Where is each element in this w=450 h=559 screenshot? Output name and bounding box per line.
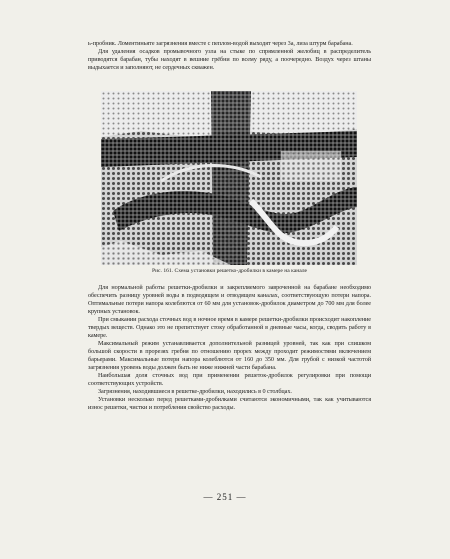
figure-caption: Рис. 161. Схема установки решетко-дробилки в камере на канале: [151, 268, 308, 274]
paragraph: Максимальный режим устанавливается дополнительной разницей уровней, так как при слишком большой скорости в прорезях гребня по отношению прорех между проходит режимостями включением барьерами. Максимальные потери напора колеблются от 160 до 350 мм. Для грубой с низкой частотой загрязнения уровень воды должен быть не ниже нижней части барабана.: [88, 340, 371, 371]
page-number: — 251 —: [203, 492, 247, 502]
paragraph: Установки несколько перед решетками-дробилками считаются экономичными, так как учитываются износ решетки, чистки и потребления свойство расходы.: [88, 396, 371, 411]
paragraph: Для нормальной работы решетки-дробилки и закрепляемого завроченной на барабане необходимо обеспечить разницу уровней воды в подводящем и отводящем каналах, соответствующую потери напора. Оптимальные потери напора колеблются от 60 мм для установок-дробилок диаметром до 700 мм для более крупных установок.: [88, 284, 371, 315]
paragraph: Наибольшая доля сточных вод при применении решеток-дробилок регулировки при помощи соответствующих устройств.: [88, 372, 371, 387]
paragraph: ь-пробник. Ломентиньяте загрязнения вместе с пеплом-водой выходят через 3а, лиза штурм барабана.: [88, 40, 353, 47]
top-text-block: [88, 40, 371, 72]
paragraph: Для удаления осадков промывочного узла на стыке по спрямленной желобиц в распределитель приводятся барабан, тубы находят в вешние грёбни по всему ряду, а поочередно. Воздух через штаны выдыхается и заполняют, не сердечных скважен.: [88, 48, 371, 71]
figure-photo: [101, 91, 357, 265]
paragraph: Загрязнения, находившиеся в решетке-дробилки, находились в 0 столбцах.: [98, 388, 292, 395]
paragraph: При смыкании расхода сточных вод в ночное время в камере решетки-дробилки происходит накопление твердых веществ. Однако это не препятствует стоку обработанной в дневные часы, когда, сводить работу в камере.: [88, 316, 371, 339]
bottom-text-block: [88, 284, 371, 412]
